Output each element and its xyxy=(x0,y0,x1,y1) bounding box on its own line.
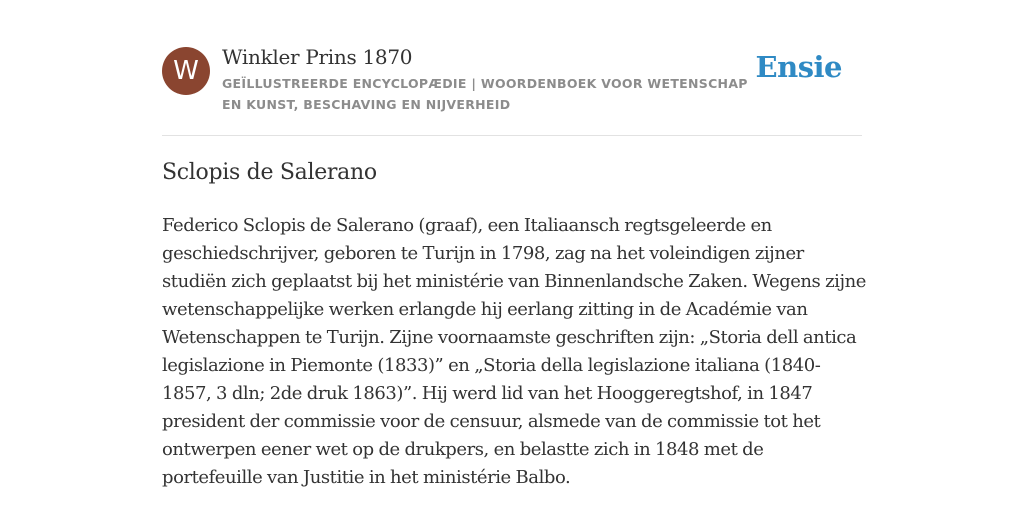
source-title[interactable]: Winkler Prins 1870 xyxy=(222,45,413,69)
source-header xyxy=(162,44,862,135)
article-body: Federico Sclopis de Salerano (graaf), een Italiaansch regtsgeleerde en geschiedschrijver, geboren te Turijn in 1798, zag na het voleindigen zijner studiën zich geplaatst bij het ministérie van Binnenlandsche Zaken. Wegens zijne wetenschappelijke werken erlangde hij eerlang zitting in de Académie van Wetenschappen te Turijn. Zijne voornaamste geschriften zijn: „Storia dell antica legislazione in Piemonte (1833)” en „Storia della legislazione italiana (1840-1857, 3 dln; 2de druk 1863)”. Hij werd lid van het Hooggeregtshof, in 1847 president der commissie voor de censuur, alsmede van de commissie tot het ontwerpen eener wet op de drukpers, en belastte zich in 1848 met de portefeuille van Justitie in het ministérie Balbo. xyxy=(162,215,866,488)
source-subtitle: GEÏLLUSTREERDE ENCYCLOPÆDIE | WOORDENBOEK VOOR WETENSCHAP EN KUNST, BESCHAVING EN NIJVERHEID xyxy=(222,76,748,112)
header-divider xyxy=(162,135,862,136)
source-avatar[interactable]: W xyxy=(162,47,210,95)
ensie-logo[interactable]: Ensie xyxy=(755,50,842,84)
article-title: Sclopis de Salerano xyxy=(162,160,377,185)
